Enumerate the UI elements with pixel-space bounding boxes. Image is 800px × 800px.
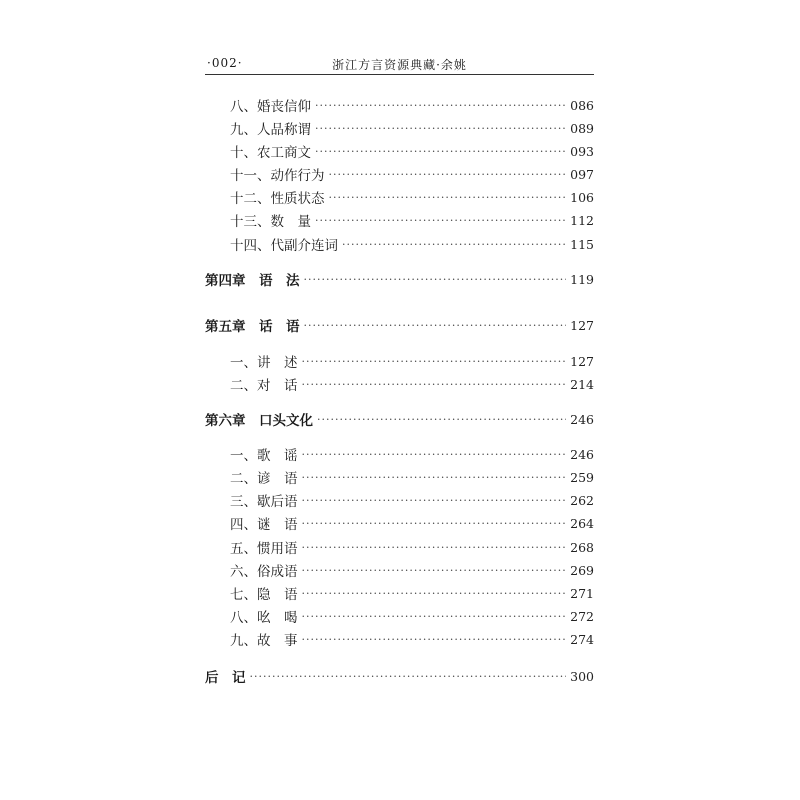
toc-entry-page: 097 (570, 166, 594, 182)
toc-entry[interactable] (205, 374, 594, 394)
toc-entry-page: 274 (570, 631, 594, 647)
dot-leader (315, 99, 566, 112)
toc-chapter-entry[interactable] (205, 315, 594, 335)
toc-entry-page: 112 (570, 212, 594, 228)
toc-entry-title: 二、谚 语 (230, 471, 298, 487)
toc-entry-page: 115 (570, 236, 594, 252)
toc-entry[interactable] (205, 490, 594, 510)
dot-leader (302, 494, 567, 507)
toc-entry-page: 264 (570, 515, 594, 531)
dot-leader (304, 319, 567, 332)
toc-entry[interactable] (205, 606, 594, 626)
toc-entry-page: 086 (570, 97, 594, 113)
toc-entry[interactable] (205, 560, 594, 580)
toc-entry-title: 十一、动作行为 (230, 168, 325, 184)
toc-entry-title: 九、人品称谓 (230, 122, 311, 138)
toc-entry[interactable] (205, 583, 594, 603)
dot-leader (315, 122, 566, 135)
dot-leader (315, 145, 566, 158)
toc-entry-title: 四、谜 语 (230, 517, 298, 533)
dot-leader (329, 191, 567, 204)
toc-entry-page: 106 (570, 189, 594, 205)
toc-entry-title: 十四、代副介连词 (230, 238, 338, 254)
toc-chapter-title: 第六章 口头文化 (205, 413, 313, 429)
dot-leader (315, 214, 566, 227)
toc-entry-title: 七、隐 语 (230, 587, 298, 603)
toc-entry-title: 九、故 事 (230, 633, 298, 649)
dot-leader (317, 413, 566, 426)
dot-leader (329, 168, 567, 181)
book-title: 浙江方言资源典藏·余姚 (332, 58, 467, 72)
dot-leader (302, 378, 567, 391)
toc-entry-title: 八、吆 喝 (230, 610, 298, 626)
toc-chapter-entry[interactable] (205, 269, 594, 289)
toc-entry-title: 一、讲 述 (230, 355, 298, 371)
dot-leader (302, 633, 567, 646)
dot-leader (302, 448, 567, 461)
toc-entry-page: 272 (570, 608, 594, 624)
dot-leader (302, 610, 567, 623)
toc-entry[interactable] (205, 210, 594, 230)
toc-entry[interactable] (205, 444, 594, 464)
toc-entry-page: 246 (570, 446, 594, 462)
dot-leader (302, 564, 567, 577)
toc-entry-page: 246 (570, 411, 594, 427)
toc-entry[interactable] (205, 513, 594, 533)
toc-entry-page: 268 (570, 539, 594, 555)
toc-entry-title: 六、俗成语 (230, 564, 298, 580)
toc-entry-page: 262 (570, 492, 594, 508)
toc-chapter-entry[interactable] (205, 409, 594, 429)
toc-entry-title: 三、歇后语 (230, 494, 298, 510)
toc-entry-title: 一、歌 谣 (230, 448, 298, 464)
dot-leader (302, 587, 567, 600)
toc-entry-page: 214 (570, 376, 594, 392)
toc-entry-title: 十、农工商文 (230, 145, 311, 161)
dot-leader (302, 517, 567, 530)
toc-entry[interactable] (205, 234, 594, 254)
dot-leader (302, 355, 567, 368)
toc-entry-page: 269 (570, 562, 594, 578)
toc-chapter-title: 后 记 (205, 670, 246, 686)
dot-leader (302, 541, 567, 554)
toc-entry-page: 093 (570, 143, 594, 159)
toc-entry[interactable] (205, 164, 594, 184)
dot-leader (304, 273, 567, 286)
toc-entry[interactable] (205, 467, 594, 487)
toc-entry-page: 127 (570, 353, 594, 369)
toc-chapter-title: 第四章 语 法 (205, 273, 300, 289)
toc-entry[interactable] (205, 141, 594, 161)
toc-chapter-entry[interactable] (205, 666, 594, 686)
toc-entry[interactable] (205, 95, 594, 115)
toc-entry[interactable] (205, 537, 594, 557)
toc-entry-title: 八、婚丧信仰 (230, 99, 311, 115)
toc-entry-page: 127 (570, 317, 594, 333)
toc-entry-title: 二、对 话 (230, 378, 298, 394)
page-number: ·002· (207, 56, 243, 70)
toc-entry[interactable] (205, 351, 594, 371)
toc-entry[interactable] (205, 629, 594, 649)
toc-entry-page: 300 (570, 668, 594, 684)
dot-leader (302, 471, 567, 484)
toc-entry-title: 十二、性质状态 (230, 191, 325, 207)
toc-entry[interactable] (205, 187, 594, 207)
toc-chapter-title: 第五章 话 语 (205, 319, 300, 335)
toc-entry-page: 119 (570, 271, 594, 287)
toc-entry[interactable] (205, 118, 594, 138)
dot-leader (250, 670, 567, 683)
toc-entry-page: 271 (570, 585, 594, 601)
toc-entry-title: 五、惯用语 (230, 541, 298, 557)
toc-entry-page: 259 (570, 469, 594, 485)
dot-leader (342, 238, 566, 251)
toc-entry-title: 十三、数 量 (230, 214, 311, 230)
toc-entry-page: 089 (570, 120, 594, 136)
